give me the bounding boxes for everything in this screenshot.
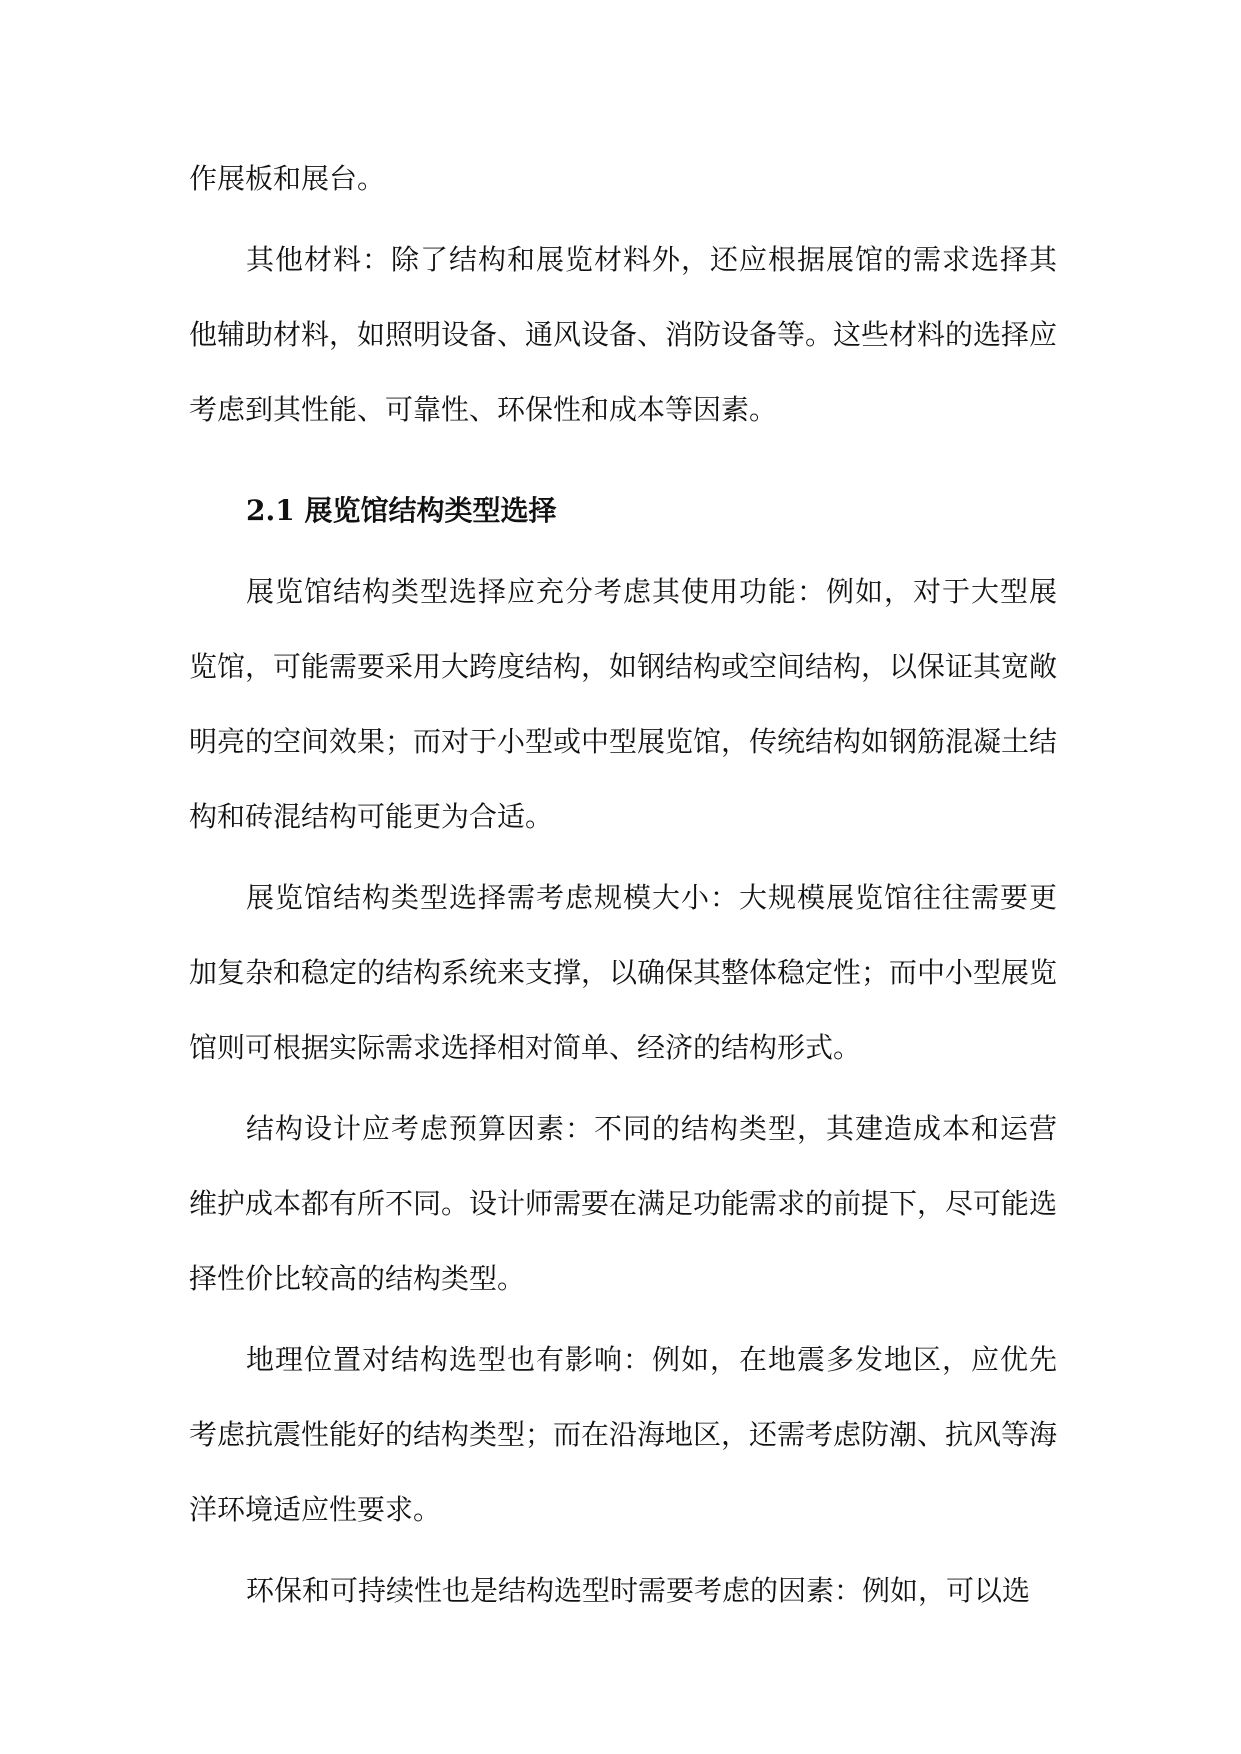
section-heading: 2.1 展览馆结构类型选择 [246,494,557,527]
paragraph-scale: 展览馆结构类型选择需考虑规模大小：大规模展览馆往往需要更加复杂和稳定的结构系统来支撑，以确保其整体稳定性；而中小型展览馆则可根据实际需求选择相对简单、经济的结构形式。 [189,881,1058,1064]
paragraph-function: 展览馆结构类型选择应充分考虑其使用功能：例如，对于大型展览馆，可能需要采用大跨度结构，如钢结构或空间结构，以保证其宽敞明亮的空间效果；而对于小型或中型展览馆，传统结构如钢筋混凝土结构和砖混结构可能更为合适。 [189,575,1058,833]
paragraph-location: 地理位置对结构选型也有影响：例如，在地震多发地区，应优先考虑抗震性能好的结构类型；而在沿海地区，还需考虑防潮、抗风等海洋环境适应性要求。 [189,1343,1058,1526]
paragraph-budget: 结构设计应考虑预算因素：不同的结构类型，其建造成本和运营维护成本都有所不同。设计师需要在满足功能需求的前提下，尽可能选择性价比较高的结构类型。 [189,1112,1058,1295]
document-body [189,141,1057,1634]
paragraph-sustainability: 环保和可持续性也是结构选型时需要考虑的因素：例如，可以选 [246,1574,1031,1607]
paragraph-other-materials: 其他材料：除了结构和展览材料外，还应根据展馆的需求选择其他辅助材料，如照明设备、通风设备、消防设备等。这些材料的选择应考虑到其性能、可靠性、环保性和成本等因素。 [189,243,1058,426]
paragraph-continued: 作展板和展台。 [189,162,386,195]
